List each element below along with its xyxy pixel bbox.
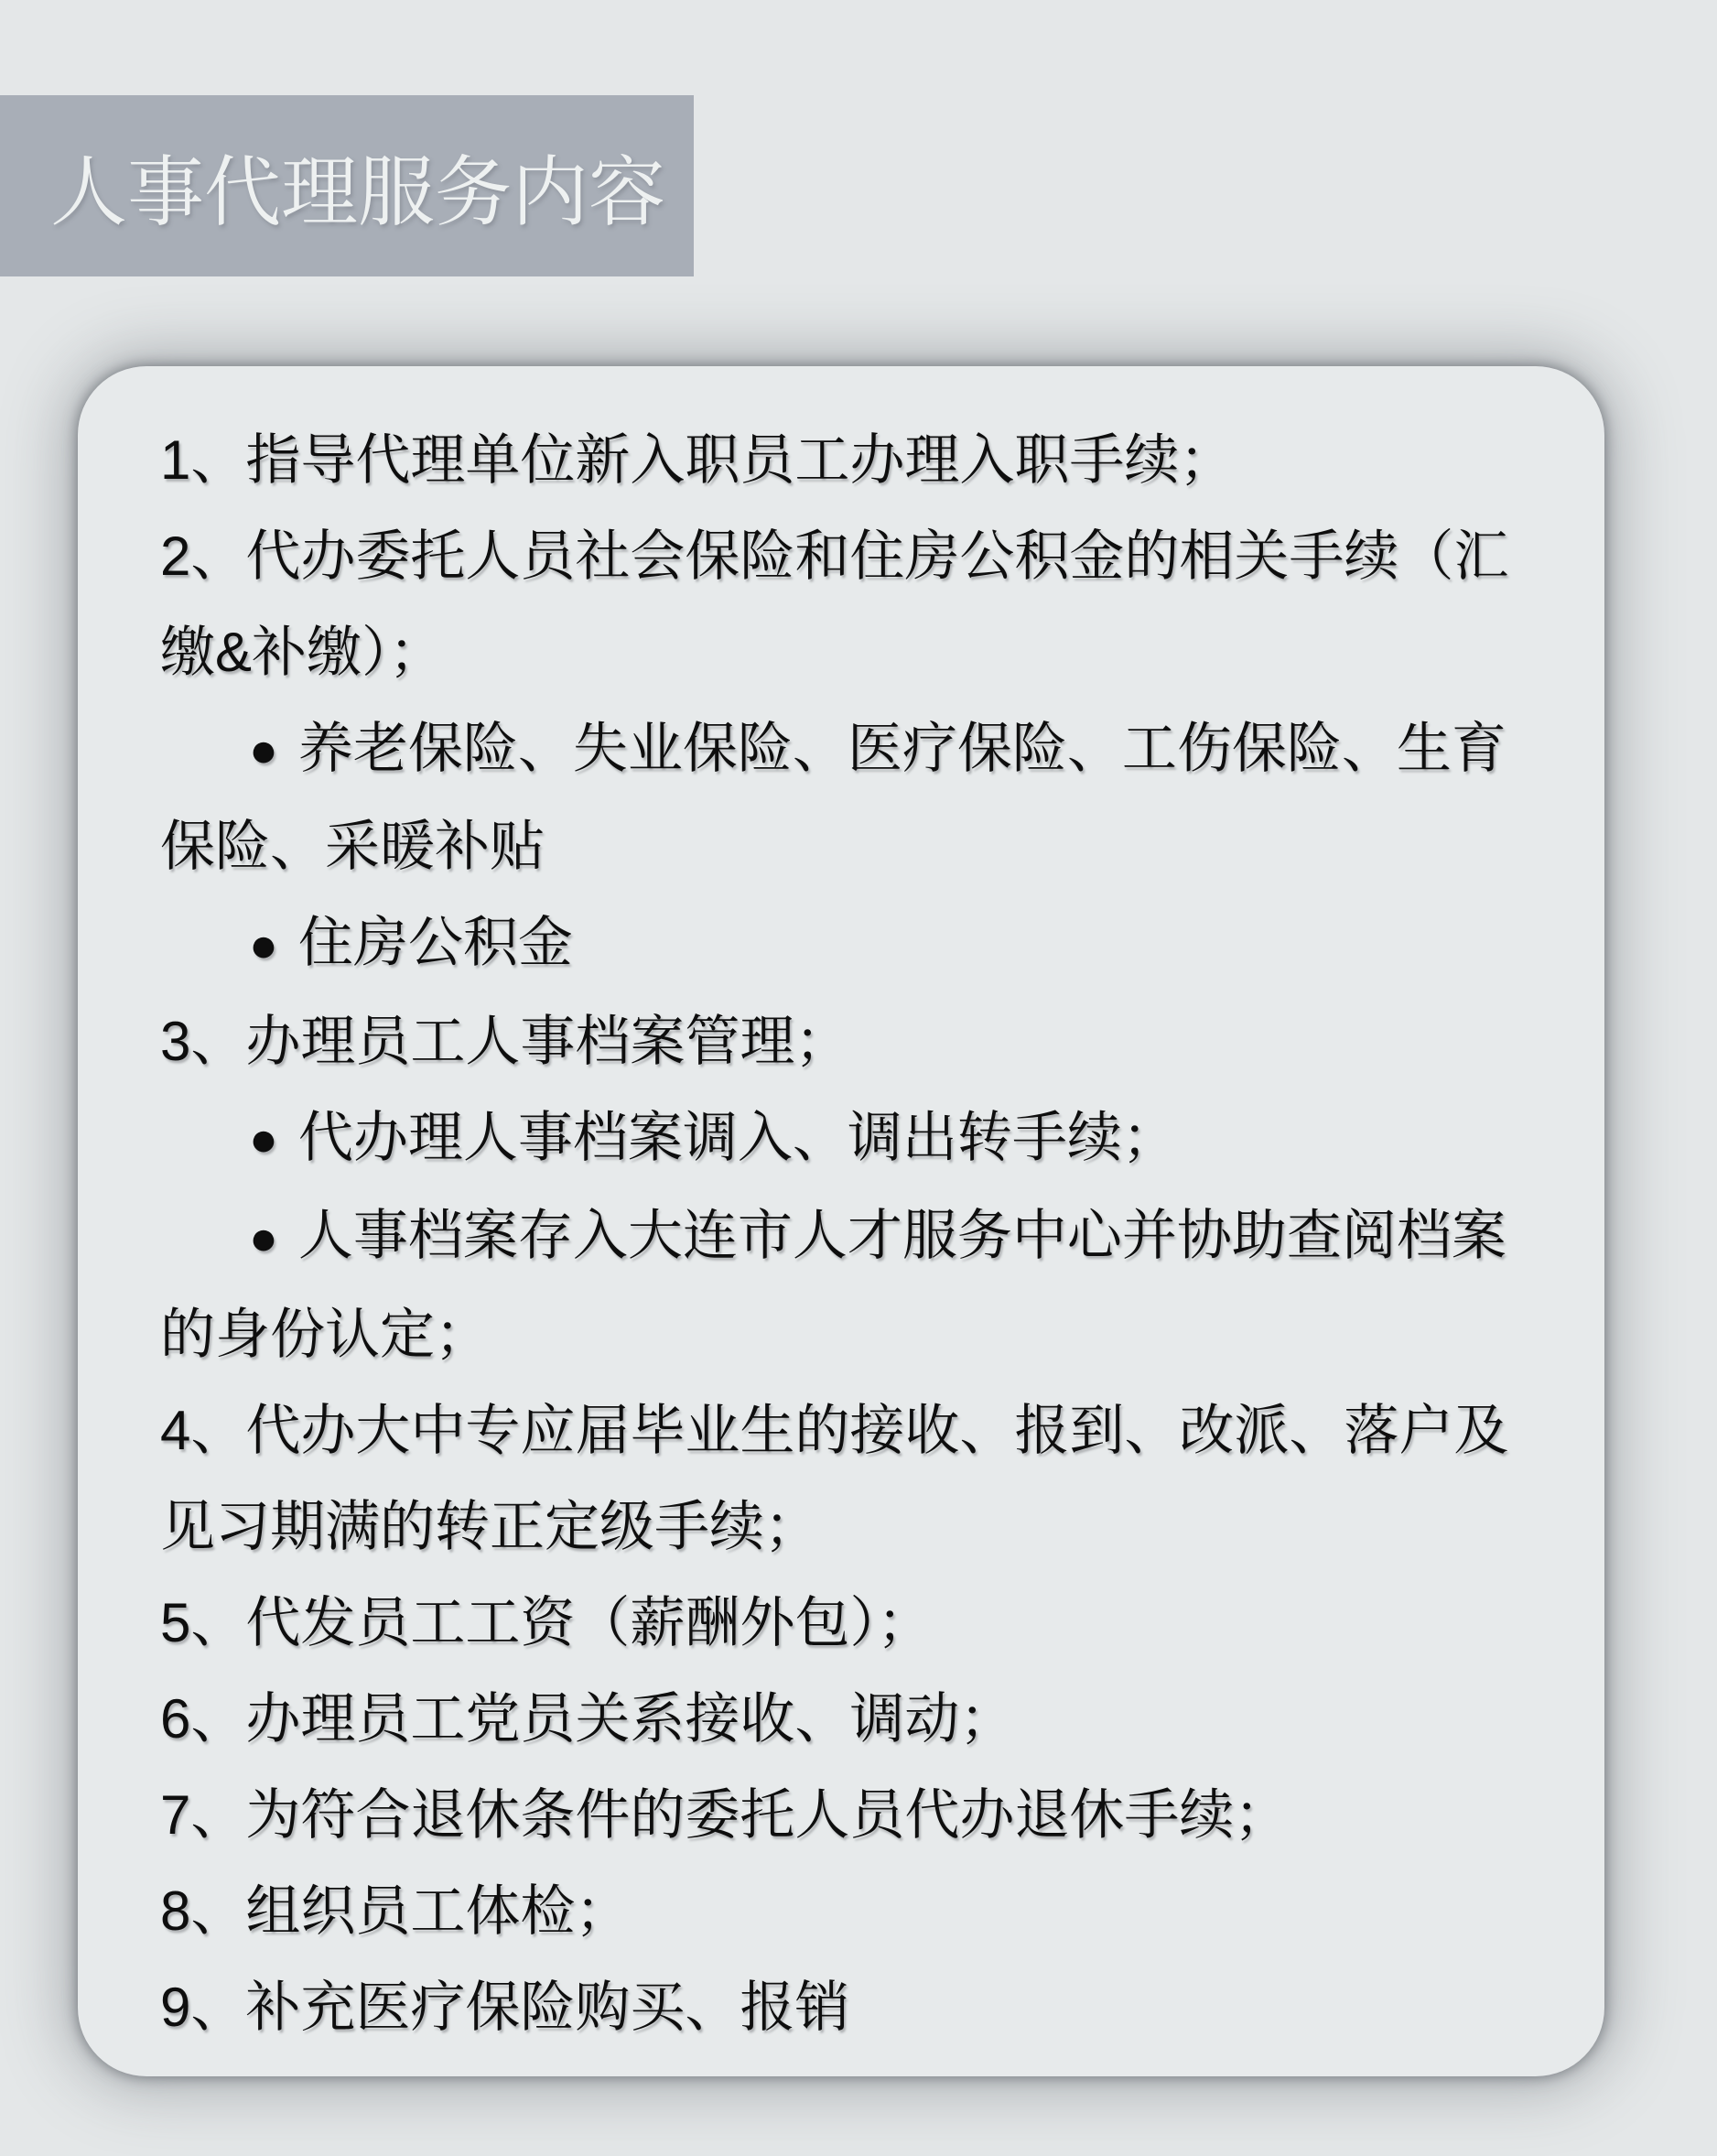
page-title: 人事代理服务内容: [50, 148, 666, 235]
list-line-text: 9、补充医疗保险购买、报销: [160, 1976, 850, 2038]
list-line-9: [160, 1959, 1540, 2055]
content-card: [78, 366, 1604, 2076]
bullet-icon: ●: [249, 723, 278, 778]
bullet-icon: ●: [249, 917, 278, 972]
bullet-line-archive-storage-cont: [160, 1286, 1540, 1382]
list-line-1: [160, 412, 1540, 508]
list-line-text: 缴&补缴）；: [160, 622, 445, 683]
list-line-text: 5、代发员工工资（薪酬外包）；: [160, 1591, 933, 1653]
list-line-text: 8、组织员工体检；: [160, 1880, 631, 1942]
list-line-6: [160, 1671, 1540, 1767]
bullet-line-archive-storage: [160, 1187, 1540, 1285]
list-line-text: 3、办理员工人事档案管理；: [160, 1010, 850, 1072]
list-line-2: [160, 508, 1540, 604]
list-line-text: 代办理人事档案调入、调出转手续；: [297, 1106, 1177, 1168]
bullet-icon: ●: [249, 1210, 278, 1265]
bullet-line-archive-transfer: [160, 1089, 1540, 1187]
header-bar: [0, 95, 694, 276]
list-line-text: 4、代办大中专应届毕业生的接收、报到、改派、落户及: [160, 1399, 1509, 1461]
list-line-text: 2、代办委托人员社会保险和住房公积金的相关手续（汇: [160, 525, 1509, 587]
list-line-text: 7、为符合退休条件的委托人员代办退休手续；: [160, 1783, 1290, 1846]
list-line-text: 见习期满的转正定级手续；: [160, 1495, 819, 1557]
bullet-line-insurance-cont: [160, 798, 1540, 894]
bullet-line-insurance: [160, 700, 1540, 798]
service-list: [78, 366, 1604, 2055]
list-line-text: 1、指导代理单位新入职员工办理入职手续；: [160, 429, 1235, 491]
list-line-text: 养老保险、失业保险、医疗保险、工伤保险、生育: [297, 718, 1506, 779]
list-line-text: 人事档案存入大连市人才服务中心并协助查阅档案: [297, 1205, 1506, 1267]
list-line-text: 保险、采暖补贴: [160, 816, 545, 878]
list-line-7: [160, 1767, 1540, 1863]
list-line-5: [160, 1575, 1540, 1671]
list-line-8: [160, 1863, 1540, 1959]
list-line-text: 的身份认定；: [160, 1303, 490, 1365]
list-line-2-cont: [160, 604, 1540, 700]
list-line-4-cont: [160, 1479, 1540, 1575]
list-line-text: 住房公积金: [297, 912, 573, 974]
bullet-icon: ●: [249, 1112, 278, 1167]
list-line-3: [160, 993, 1540, 1089]
list-line-text: 6、办理员工党员关系接收、调动；: [160, 1687, 1015, 1750]
bullet-line-housing-fund: [160, 894, 1540, 992]
list-line-4: [160, 1382, 1540, 1479]
